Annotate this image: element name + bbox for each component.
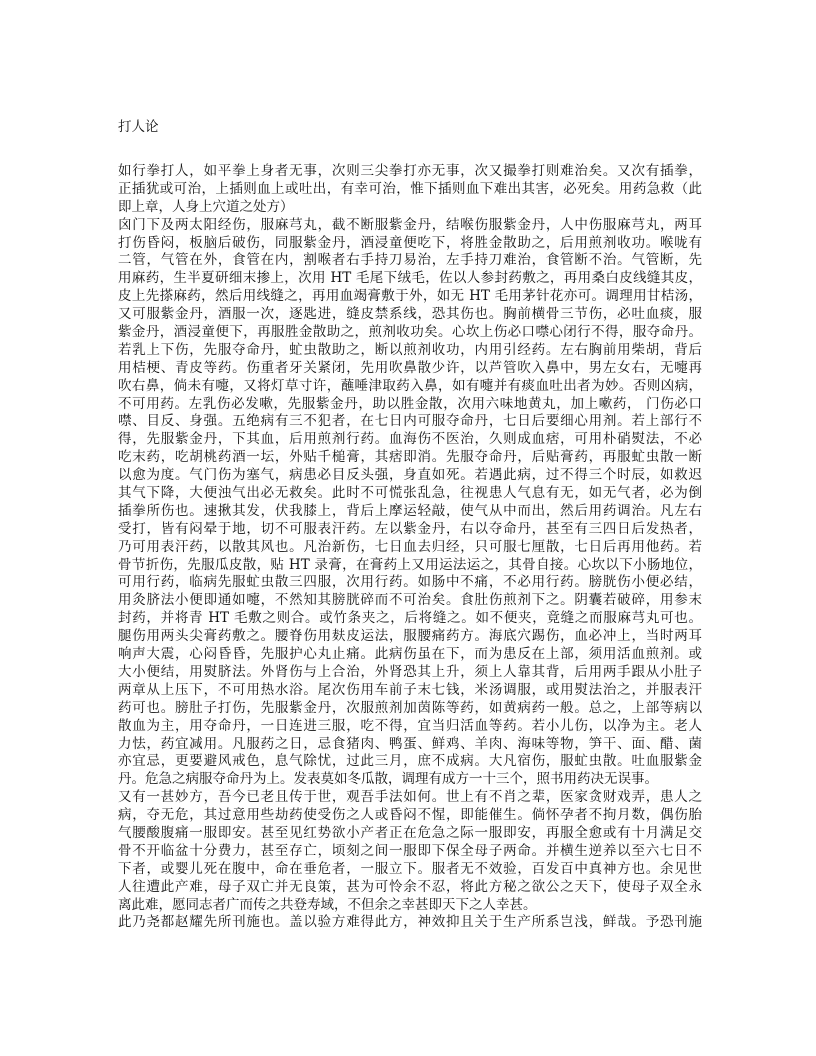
- text-line: 得，先服紫金丹，下其血，后用煎剂行药。血海伤不医治，久则成血痞，可用朴硝熨法，不必: [118, 431, 702, 448]
- document-title: 打人论: [118, 119, 159, 135]
- text-line: 囟门下及两太阳经伤，服麻芎丸，截不断服紫金丹，结喉伤服紫金丹，人中伤服麻芎丸，两耳: [118, 216, 702, 233]
- text-line: 两章从上压下，不可用热水浴。尾次伤用车前子末七钱，米汤调服，或用熨法治之，并服表汗: [118, 681, 702, 698]
- text-line: 响声大震，心闷昏昏，先服护心丸止痛。此病伤虽在下，而为患反在上部，须用活血煎剂。或: [118, 646, 702, 663]
- text-line: 又可服紫金丹，酒服一次，逐匙进，缝皮禁系线，恐其伤也。胸前横骨三节伤，必吐血痰，服: [118, 306, 702, 323]
- text-line: 可用行药，临病先服虻虫散三四服，次用行药。如肠中不痛，不必用行药。膀胱伤小便必结，: [118, 574, 702, 591]
- text-line: 打伤昏闷，板脑后破伤，同服紫金丹，酒浸童便吃下，将胜金散助之，后用煎剂收功。喉咙有: [118, 234, 702, 251]
- text-line: 以愈为度。气门伤为塞气，病患必目反头强，身直如死。若遇此病，过不得三个时辰，如救迟: [118, 467, 702, 484]
- text-line: 离此难，愿同志者广而传之共登寿域，不但余之幸甚即天下之人幸甚。: [118, 896, 537, 913]
- text-line: 用灸脐法小便即通如嚏，不然知其膀胱碎而不可治矣。食肚伤煎剂下之。阴囊若破碎，用参末: [118, 592, 702, 609]
- text-line: 吃末药，吃胡桃药酒一坛，外贴千槌膏，其痞即消。先服夺命丹，后贴膏药，再服虻虫散一断: [118, 449, 702, 466]
- text-line: 二管，气管在外，食管在内，割喉者右手持刀易治，左手持刀难治，食管断不治。气管断，先: [118, 252, 702, 269]
- text-line: 骨节折伤，先服瓜皮散，贴 HT 录膏，在膏药上又用运法运之，其骨自接。心坎以下小肠地位，: [118, 556, 702, 573]
- text-line: 力怯，药宜减用。凡服药之日，忌食猪肉、鸭蛋、鲜鸡、羊肉、海味等物，笋干、面、醋、菌: [118, 735, 702, 752]
- text-line: 紫金丹，酒浸童便下，再服胜金散助之，煎剂收功矣。心坎上伤必口噤心闭行不得，服夺命丹。: [118, 324, 702, 341]
- text-line: 又有一甚妙方，吾今已老且传于世，观吾手法如何。世上有不肖之辈，医家贪财戏弄，患人之: [118, 789, 702, 806]
- text-line: 人往遭此产难，母子双亡并无良策，甚为可怜余不忍，将此方秘之欲公之天下，使母子双全永: [118, 878, 702, 895]
- text-line: 病，夺无危，其过意用些劫药使受伤之人或昏闷不惺，即能催生。倘怀孕者不拘月数，偶伤胎: [118, 807, 702, 824]
- text-line: 正插犹或可治，上插则血上或吐出，有幸可治，惟下插则血下难出其害，必死矣。用药急救（此: [118, 180, 702, 197]
- text-line: 封药，并将青 HT 毛敷之则合。或竹条夹之，后将缝之。如不便夹，竟缝之而服麻芎丸可也。: [118, 610, 702, 627]
- text-line: 皮上先搽麻药，然后用线缝之，再用血竭膏敷于外，如无 HT 毛用茅针花亦可。调理用甘桔汤，: [118, 288, 702, 305]
- text-line: 骨不开临盆十分费力，甚至存亡，顷刻之间一服即下保全母子两命。并横生逆养以至六七日不: [118, 842, 702, 859]
- text-line: 腿伤用两头尖膏药敷之。腰脊伤用麸皮运法，服腰痛药方。海底穴踢伤，血必冲上，当时两耳: [118, 628, 702, 645]
- text-line: 如行拳打人，如平拳上身者无事，次则三尖拳打亦无事，次又撮拳打则难治矣。又次有插拳，: [118, 163, 702, 179]
- paragraph: [118, 914, 702, 932]
- text-line: 药可也。膀肚子打伤，先服紫金丹，次服煎剂加茵陈等药，如黄病药一般。总之，上部等病以: [118, 699, 702, 716]
- text-line: 气腰酸腹痛一服即安。甚至见红势欲小产者正在危急之际一服即安，再服全愈或有十月满足交: [118, 824, 702, 841]
- text-line: 大小便结，用熨脐法。外肾伤与上合治，外肾恐其上升，须上人靠其背，后用两手跟从小肚子: [118, 663, 702, 680]
- document-body: [118, 163, 702, 932]
- text-line: 用麻药，生半夏研细末掺上，次用 HT 毛尾下绒毛，佐以人参封药敷之，再用桑白皮线缝其皮，: [118, 270, 702, 287]
- text-line: 若乳上下伤，先服夺命丹，虻虫散助之，断以煎剂收功，内用引经药。左右胸前用柴胡，背后: [118, 341, 702, 358]
- text-line: 噤、目反、身强。五绝病有三不犯者，在七日内可服夺命丹，七日后要细心用剂。若上部行不: [118, 413, 702, 430]
- text-line: 不可用药。左乳伤必发嗽，先服紫金丹，助以胜金散，次用六味地黄丸，加上嗽药， 门伤必口: [118, 395, 702, 412]
- text-line: 用桔梗、青皮等药。伤重者牙关紧闭，先用吹鼻散少许，以芦管吹入鼻中，男左女右，无嚏再: [118, 359, 702, 376]
- text-line: 即上章，人身上穴道之处方）: [118, 198, 294, 215]
- paragraph: [118, 789, 702, 914]
- text-line: 散血为主，用夺命丹，一日连进三服，吃不得，宜当归活血等药。若小儿伤，以净为主。老人: [118, 717, 702, 734]
- text-line: 亦宜忌，更要避风戒色，息气除忧，过此三月，庶不成病。大凡宿伤，服虻虫散。吐血服紫金: [118, 753, 702, 770]
- text-line: 乃可用表汗药，以散其风也。凡治新伤，七日血去归经，只可服七厘散，七日后再用他药。若: [118, 538, 702, 555]
- text-line: 此乃尧都赵耀先所刊施也。盖以验方难得此方，神效抑且关于生产所系岂浅，鲜哉。予恐刊施: [118, 914, 702, 931]
- text-line: 吹右鼻，倘未有嚏，又将灯草寸许，蘸唾津取药入鼻，如有嚏并有痰血吐出者为妙。否则凶病，: [118, 377, 702, 394]
- text-line: 其气下降，大便浊气出必无救矣。此时不可慌张乱急，往视患人气息有无，如无气者，必为倒: [118, 485, 702, 502]
- text-line: 受打，皆有闷晕于地，切不可服表汗药。左以紫金丹，右以夺命丹，甚至有三四日后发热者，: [118, 520, 702, 537]
- text-line: 下者，或婴儿死在腹中，命在垂危者，一服立下。服者无不效验，百发百中真神方也。余见世: [118, 860, 702, 877]
- text-line: 插拳所伤也。速揪其发，伏我膝上，背后上摩运轻敲，使气从中而出，然后用药调治。凡左右: [118, 502, 702, 519]
- text-line: 丹。危急之病服夺命丹为上。发表莫如冬瓜散，调理有成方一十三个，照书用药决无误事。: [118, 771, 658, 788]
- paragraph: [118, 163, 702, 217]
- paragraph: [118, 217, 702, 790]
